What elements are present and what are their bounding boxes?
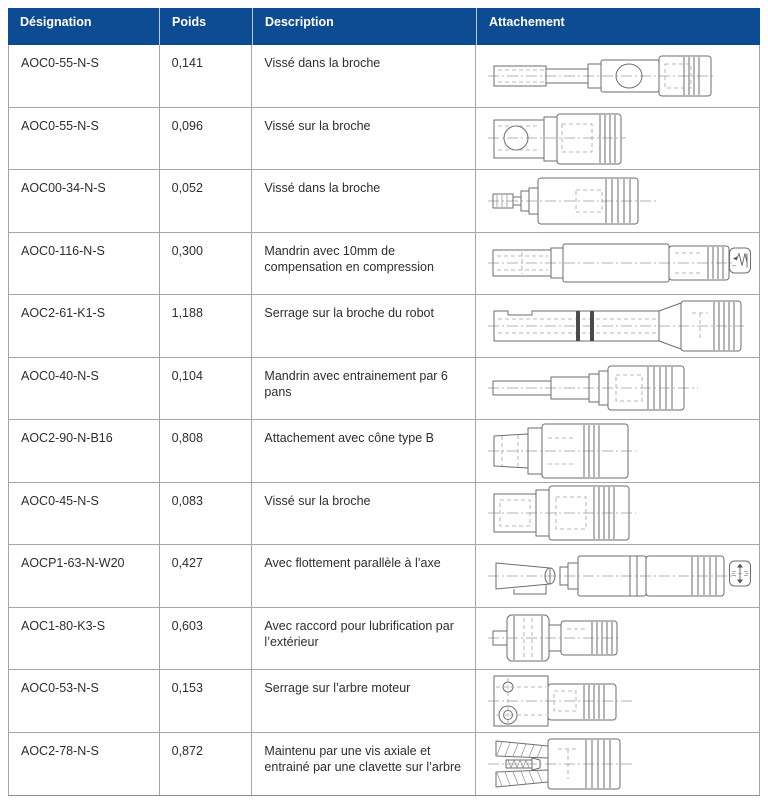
designation-cell: AOC0-53-N-S [9, 670, 160, 732]
table-row [9, 483, 759, 546]
attachement-cell [476, 295, 759, 357]
description-cell: Attachement avec cône type B [252, 420, 475, 482]
description-cell: Vissé dans la broche [252, 170, 475, 232]
product-table [8, 8, 760, 796]
attachement-cell [476, 608, 759, 670]
header-description: Description [253, 8, 477, 45]
poids-cell: 0,300 [160, 233, 253, 295]
technical-drawing-lubrication-coupling [488, 609, 623, 667]
description-cell: Serrage sur la broche du robot [252, 295, 475, 357]
poids-cell: 0,083 [160, 483, 253, 545]
poids-cell: 0,104 [160, 358, 253, 420]
description-cell: Vissé sur la broche [252, 108, 475, 170]
attachement-cell [476, 483, 759, 545]
designation-cell: AOC2-90-N-B16 [9, 420, 160, 482]
table-row [9, 358, 759, 421]
header-attachement: Attachement [489, 15, 565, 29]
description-cell: Mandrin avec entrainement par 6 pans [252, 358, 475, 420]
designation-cell: AOC00-34-N-S [9, 170, 160, 232]
description-cell: Vissé sur la broche [252, 483, 475, 545]
attachement-cell [476, 670, 759, 732]
attachement-cell [476, 420, 759, 482]
designation-cell: AOC2-61-K1-S [9, 295, 160, 357]
designation-cell: AOC0-40-N-S [9, 358, 160, 420]
technical-drawing-screw-on-block-coupling [488, 110, 628, 166]
header-poids: Poids [160, 8, 253, 45]
attachement-cell [476, 358, 759, 420]
poids-cell: 0,096 [160, 108, 253, 170]
table-header-row [8, 8, 760, 45]
designation-cell: AOC0-116-N-S [9, 233, 160, 295]
technical-drawing-parallel-float-chuck [488, 548, 738, 604]
technical-drawing-type-b-cone-mount [488, 422, 638, 480]
technical-drawing-motor-shaft-clamp [488, 672, 636, 730]
technical-drawing-small-stud-coupling [488, 173, 658, 229]
description-cell: Vissé dans la broche [252, 45, 475, 107]
technical-drawing-threaded-shank-coupling [488, 50, 718, 102]
technical-drawing-screw-on-coupling [488, 484, 638, 542]
attachement-cell [476, 108, 759, 170]
header-designation: Désignation [8, 8, 160, 45]
description-cell: Serrage sur l’arbre moteur [252, 670, 475, 732]
table-row [9, 233, 759, 296]
parallel-float-icon [728, 559, 752, 592]
table-row [9, 45, 759, 108]
table-row [9, 170, 759, 233]
table-row [9, 733, 759, 796]
designation-cell: AOCP1-63-N-W20 [9, 545, 160, 607]
description-cell: Mandrin avec 10mm de compensation en compression [252, 233, 475, 295]
attachement-cell [476, 170, 759, 232]
table-body [8, 45, 760, 796]
table-row [9, 608, 759, 671]
description-cell: Avec raccord pour lubrification par l’extérieur [252, 608, 475, 670]
technical-drawing-axial-screw-keyway-section [488, 735, 636, 793]
poids-cell: 0,052 [160, 170, 253, 232]
designation-cell: AOC0-55-N-S [9, 45, 160, 107]
poids-cell: 0,872 [160, 733, 253, 796]
table-row [9, 295, 759, 358]
poids-cell: 0,427 [160, 545, 253, 607]
table-row [9, 108, 759, 171]
attachement-cell [476, 733, 759, 796]
description-cell: Maintenu par une vis axiale et entrainé par une clavette sur l’arbre [252, 733, 475, 796]
technical-drawing-long-clamping-sleeve [488, 299, 746, 353]
designation-cell: AOC0-45-N-S [9, 483, 160, 545]
table-row [9, 670, 759, 733]
poids-cell: 0,141 [160, 45, 253, 107]
description-cell: Avec flottement parallèle à l’axe [252, 545, 475, 607]
designation-cell: AOC0-55-N-S [9, 108, 160, 170]
poids-cell: 1,188 [160, 295, 253, 357]
attachement-cell [476, 233, 759, 295]
compression-icon [728, 247, 752, 280]
table-row [9, 545, 759, 608]
technical-drawing-long-compensation-chuck [488, 237, 736, 289]
table-row [9, 420, 759, 483]
attachement-cell [476, 545, 759, 607]
attachement-cell [476, 45, 759, 107]
poids-cell: 0,808 [160, 420, 253, 482]
technical-drawing-hex-drive-chuck [488, 361, 700, 415]
poids-cell: 0,603 [160, 608, 253, 670]
designation-cell: AOC1-80-K3-S [9, 608, 160, 670]
designation-cell: AOC2-78-N-S [9, 733, 160, 796]
poids-cell: 0,153 [160, 670, 253, 732]
